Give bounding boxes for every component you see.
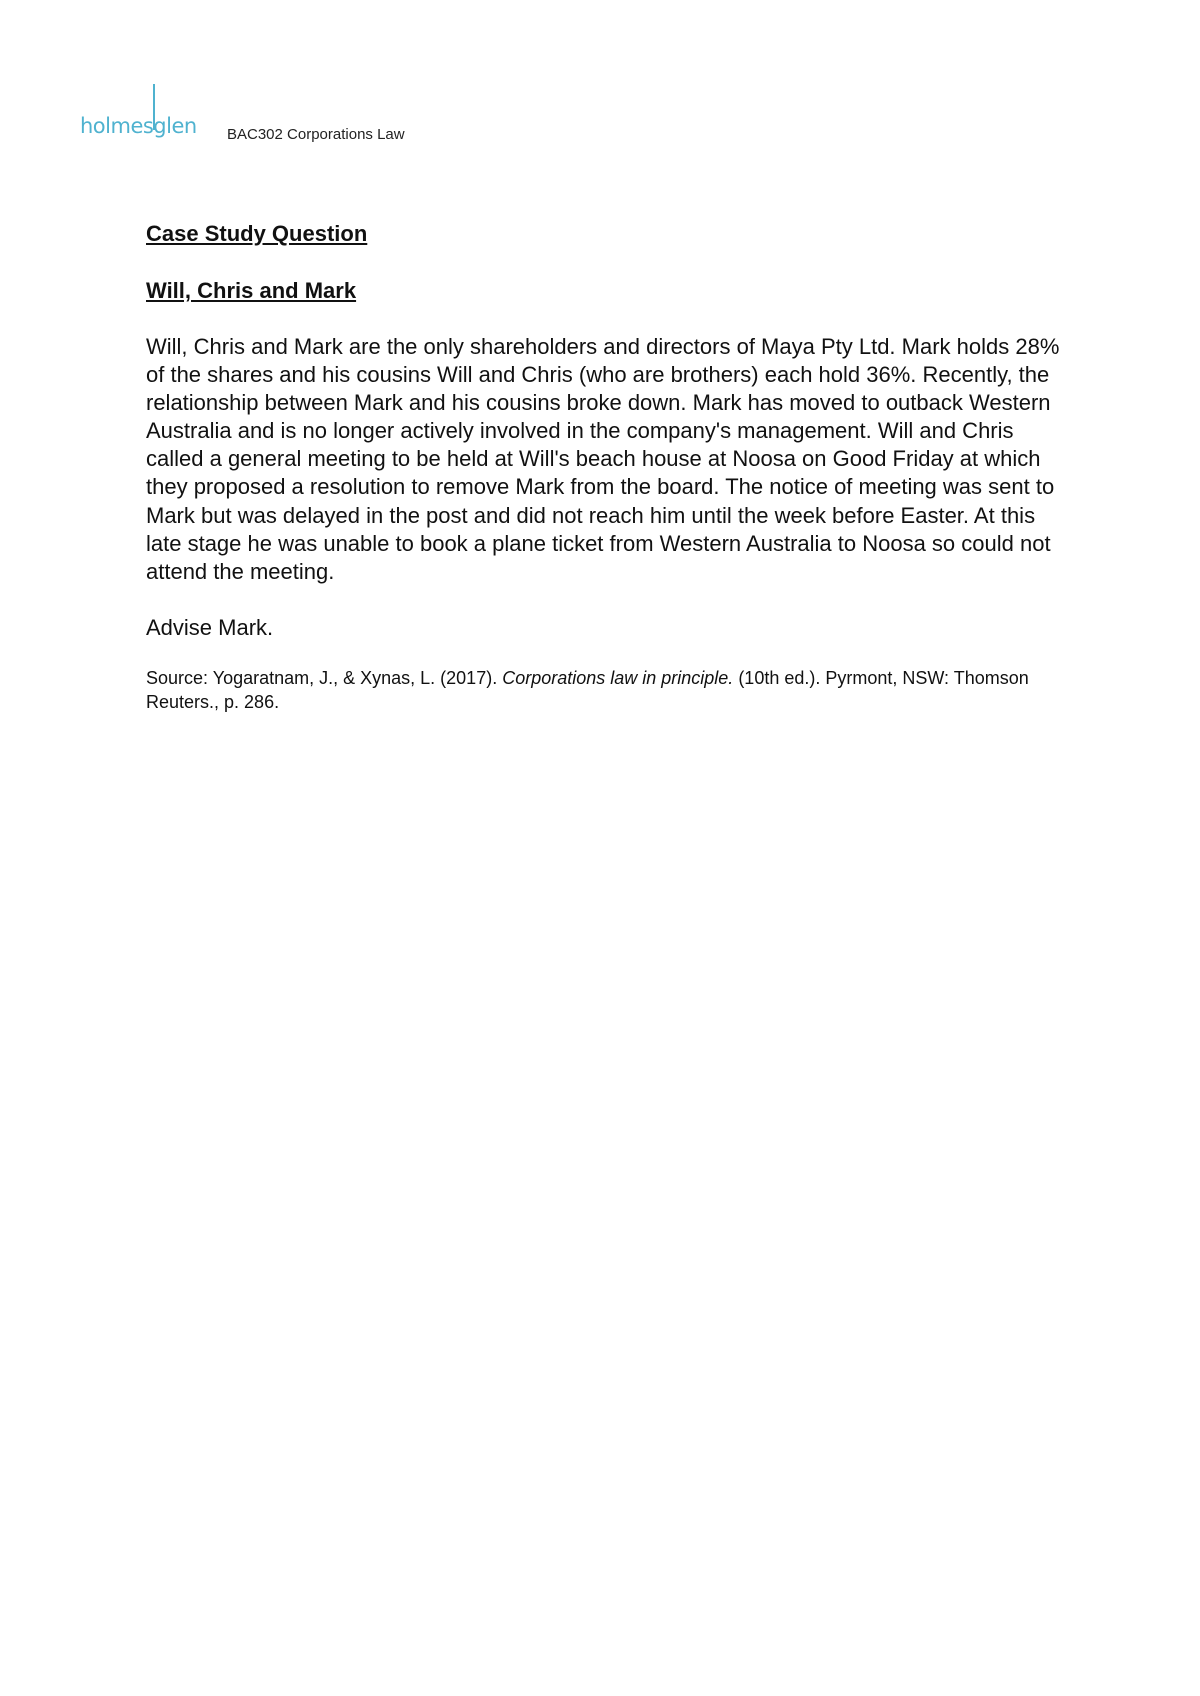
source-suffix: (10th ed.). Pyrmont, NSW: Thomson Reuters., p. 286.	[146, 667, 1029, 712]
source-prefix: Source: Yogaratnam, J., & Xynas, L. (2017).	[146, 667, 503, 688]
case-study-body: Will, Chris and Mark are the only shareholders and directors of Maya Pty Ltd. Mark holds 28% of the shares and his cousins Will and Chris (who are brothers) each hold 36%. Recently, the relationship between Mark and his cousins broke down. Mark has moved to outback Western Australia and is no longer actively involved in the company's management. Will and Chris called a general meeting to be held at Will's beach house at Noosa on Good Friday at which they proposed a resolution to remove Mark from the board. The notice of meeting was sent to Mark but was delayed in the post and did not reach him until the week before Easter. At this late stage he was unable to book a plane ticket from Western Australia to Noosa so could not attend the meeting.	[146, 334, 1060, 584]
holmesglen-logo	[80, 82, 197, 148]
source-book-title: Corporations law in principle.	[502, 667, 734, 688]
case-study-heading: Case Study Question	[146, 221, 368, 246]
logo-text: holmesglen	[80, 114, 197, 138]
document-content	[146, 220, 1066, 714]
course-title: BAC302 Corporations Law	[227, 126, 405, 143]
page-header	[80, 82, 680, 148]
case-study-subheading: Will, Chris and Mark	[146, 278, 357, 303]
advise-instruction: Advise Mark.	[146, 614, 274, 640]
source-citation	[146, 666, 1066, 714]
